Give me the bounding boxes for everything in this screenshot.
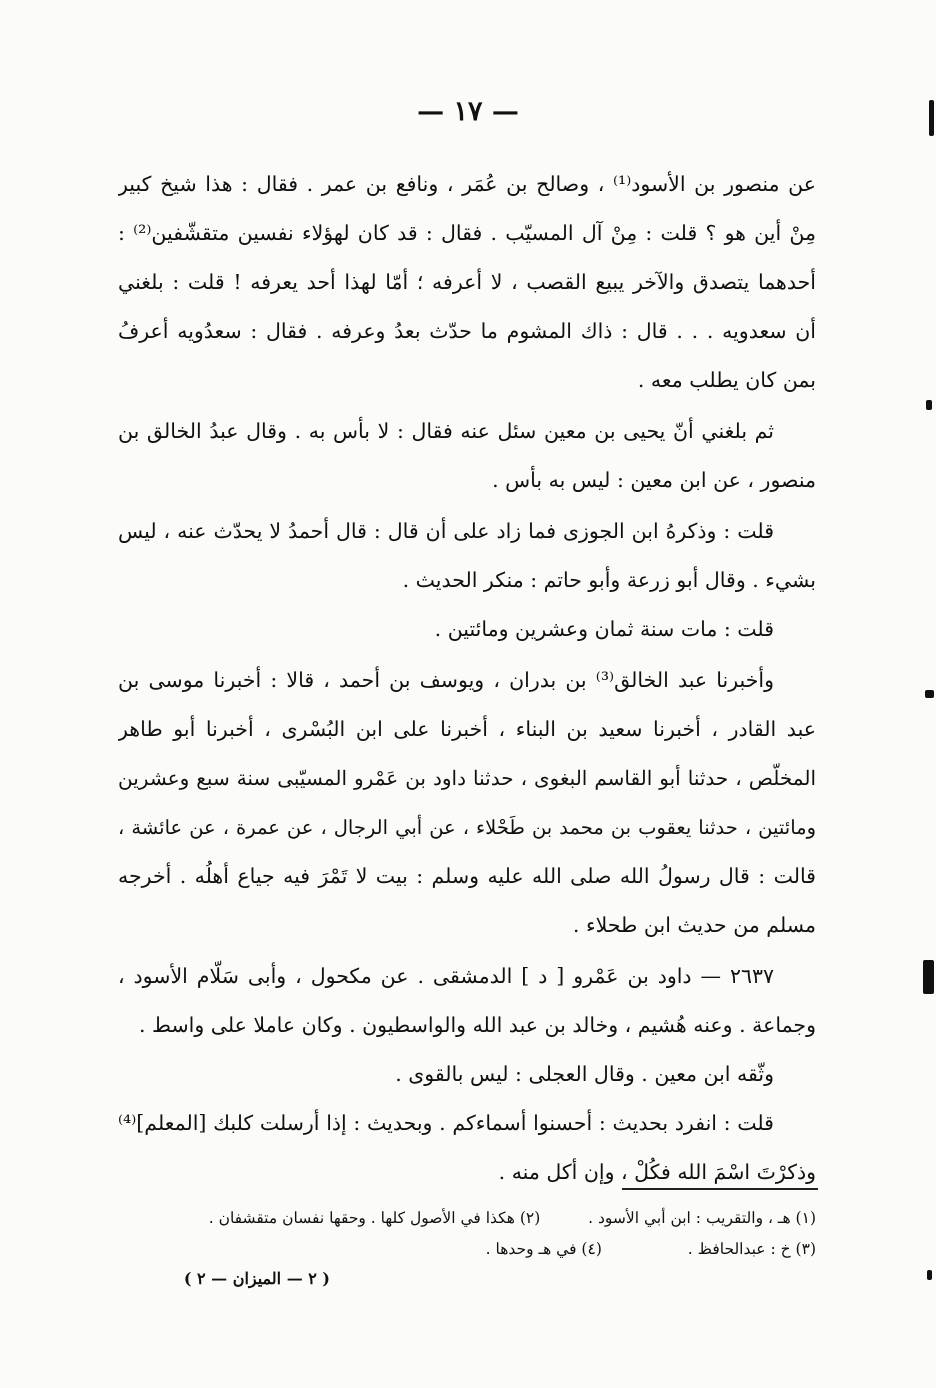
text-line: وذكرْتَ اسْمَ الله فكُلْ ، وإن أكل منه . — [498, 1160, 816, 1184]
footnote-2: (٢) هكذا في الأصول كلها . وحقها نفسان متقشفان . — [208, 1209, 541, 1227]
footnote-line — [118, 1203, 816, 1234]
text-line: منصور ، عن ابن معين : ليس به بأس . — [492, 468, 816, 492]
text-line: وثّقه ابن معين . وقال العجلى : ليس بالقوى . — [395, 1062, 774, 1086]
text-line: قلت : انفرد بحديث : أحسنوا أسماءكم . وبحديث : إذا أرسلت كلبك [المعلم]⁽⁴⁾ — [118, 1111, 774, 1135]
text-line: وجماعة . وعنه هُشيم ، وخالد بن عبد الله والواسطيون . وكان عاملا على واسط . — [138, 1013, 816, 1037]
text-line: ومائتين ، حدثنا يعقوب بن محمد بن طَحْلاء ، عن أبي الرجال ، عن عمرة ، عن عائشة ، — [118, 816, 816, 839]
text-line: أحدهما يتصدق والآخر يبيع القصب ، لا أعرفه ؛ أمّا لهذا أحد يعرفه ! قلت : بلغني — [118, 270, 816, 294]
text-line: قلت : مات سنة ثمان وعشرين ومائتين . — [434, 617, 774, 641]
footnote-line — [118, 1234, 816, 1265]
text-line: ثم بلغني أنّ يحيى بن معين سئل عنه فقال : لا بأس به . وقال عبدُ الخالق بن — [118, 419, 774, 443]
footnote-3: (٣) خ : عبدالحافظ . — [687, 1240, 816, 1258]
footnotes — [118, 1203, 816, 1265]
scan-mark — [926, 400, 932, 410]
text-line: المخلّص ، حدثنا أبو القاسم البغوى ، حدثنا داود بن عَمْرو المسيّبى سنة سبع وعشرين — [118, 766, 816, 790]
text-line: وأخبرنا عبد الخالق⁽³⁾ بن بدران ، ويوسف بن أحمد ، قالا : أخبرنا موسى بن — [118, 668, 774, 692]
text-line: قالت : قال رسولُ الله صلى الله عليه وسلم : بيت لا تَمْرَ فيه جياع أهلُه . أخرجه — [118, 864, 816, 888]
text-line: أن سعدويه . . . قال : ذاك المشوم ما حدّث بعدُ وعرفه . فقال : سعدُويه أعرفُ — [118, 319, 816, 343]
printer-signature: ( ٢ — الميزان — ٢ ) — [183, 1269, 330, 1288]
main-text — [118, 160, 816, 1197]
scan-mark — [923, 960, 934, 994]
scan-mark — [929, 100, 934, 136]
text-line: عن منصور بن الأسود⁽¹⁾ ، وصالح بن عُمَر ، ونافع بن عمر . فقال : هذا شيخ كبير — [118, 172, 816, 196]
text-line: قلت : وذكرهُ ابن الجوزى فما زاد على أن قال : قال أحمدُ لا يحدّث عنه ، ليس — [118, 519, 774, 543]
footnote-4: (٤) في هـ وحدها . — [485, 1240, 602, 1258]
text-line: عبد القادر ، أخبرنا سعيد بن البناء ، أخبرنا على ابن البُسْرى ، أخبرنا أبو طاهر — [118, 717, 816, 741]
scan-mark — [927, 1270, 932, 1280]
scan-mark — [925, 690, 934, 698]
footnote-divider — [622, 1188, 818, 1190]
text-line: مسلم من حديث ابن طحلاء . — [572, 913, 816, 937]
text-line: مِنْ أين هو ؟ قلت : مِنْ آل المسيّب . فقال : قد كان لهؤلاء نفسين متقشّفين⁽²⁾ : — [118, 221, 816, 245]
text-line: بمن كان يطلب معه . — [637, 368, 816, 392]
text-line: بشيء . وقال أبو زرعة وأبو حاتم : منكر الحديث . — [402, 568, 816, 592]
entry-heading-line: ٢٦٣٧ — داود بن عَمْرو [ د ] الدمشقى . عن مكحول ، وأبى سَلّام الأسود ، — [118, 964, 774, 988]
footnote-1: (١) هـ ، والتقريب : ابن أبي الأسود . — [588, 1209, 816, 1227]
page-number: — ١٧ — — [417, 96, 519, 127]
